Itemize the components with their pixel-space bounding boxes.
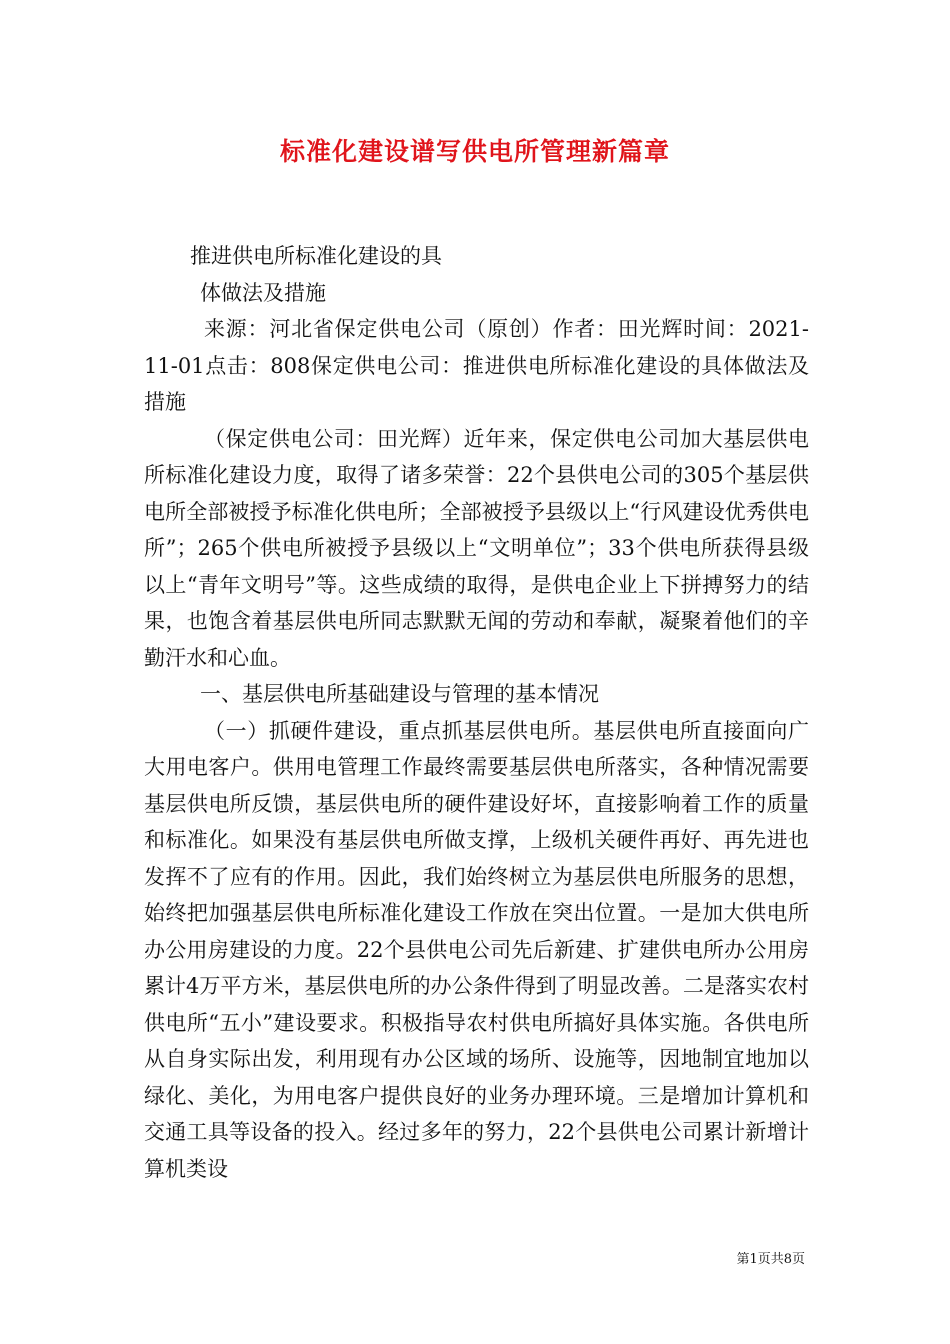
document-title: 标准化建设谱写供电所管理新篇章 [279, 137, 670, 166]
subtitle-line-1: 推进供电所标准化建设的具 [190, 244, 442, 268]
page-number: 第1页共8页 [736, 1252, 805, 1267]
source-paragraph: 来源：河北省保定供电公司（原创）作者：田光辉时间：2021-11-01点击：808保定供电公司：推进供电所标准化建设的具体做法及措施 [144, 317, 809, 414]
document-body [144, 238, 809, 1187]
intro-paragraph: （保定供电公司：田光辉）近年来，保定供电公司加大基层供电所标准化建设力度，取得了诸多荣誉：22个县供电公司的305个基层供电所全部被授予标准化供电所；全部被授予县级以上“行风建设优秀供电所”；265个供电所被授予县级以上“文明单位”；33个供电所获得县级以上“青年文明号”等。这些成绩的取得，是供电企业上下拼搏努力的结果，也饱含着基层供电所同志默默无闻的劳动和奉献，凝聚着他们的辛勤汗水和心血。 [144, 426, 809, 670]
subtitle-line-2: 体做法及措施 [200, 280, 326, 305]
body-paragraph: （一）抓硬件建设，重点抓基层供电所。基层供电所直接面向广大用电客户。供用电管理工作最终需要基层供电所落实，各种情况需要基层供电所反馈，基层供电所的硬件建设好坏，直接影响着工作的质量和标准化。如果没有基层供电所做支撑，上级机关硬件再好、再先进也发挥不了应有的作用。因此，我们始终树立为基层供电所服务的思想，始终把加强基层供电所标准化建设工作放在突出位置。一是加大供电所办公用房建设的力度。22个县供电公司先后新建、扩建供电所办公用房累计4万平方米，基层供电所的办公条件得到了明显改善。二是落实农村供电所“五小”建设要求。积极指导农村供电所搞好具体实施。各供电所从自身实际出发，利用现有办公区域的场所、设施等，因地制宜地加以绿化、美化，为用电客户提供良好的业务办理环境。三是增加计算机和交通工具等设备的投入。经过多年的努力，22个县供电公司累计新增计算机类设 [144, 718, 809, 1181]
section-heading: 一、基层供电所基础建设与管理的基本情况 [200, 682, 599, 706]
